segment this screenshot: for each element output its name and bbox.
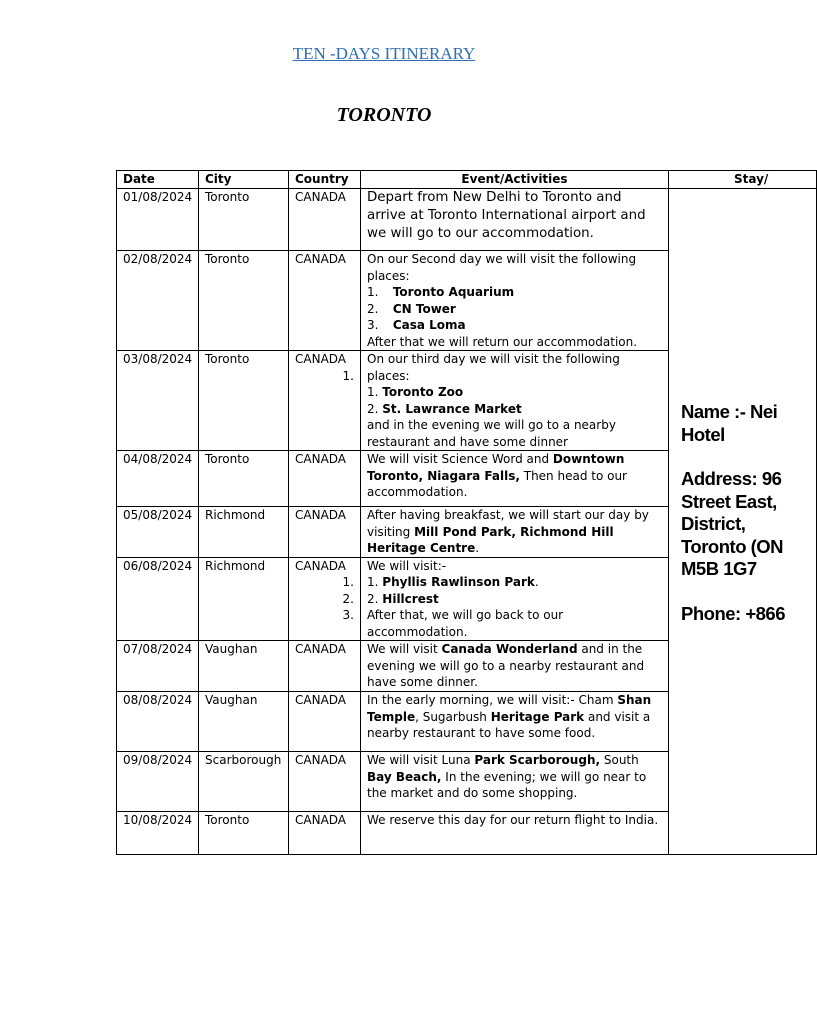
date-cell: 07/08/2024 xyxy=(117,641,199,692)
list-item: 1. Toronto Aquarium xyxy=(367,285,515,299)
event-cell: We will visit Science Word and Downtown Toronto, Niagara Falls, Then head to our accommodation. xyxy=(361,451,669,507)
event-cell xyxy=(361,251,669,351)
hotel-name-line: Name :- Nei xyxy=(681,401,778,422)
list-marker: 2. xyxy=(342,591,354,606)
event-cell xyxy=(361,189,669,251)
event-outro: After that we will return our accommodation. xyxy=(367,334,638,349)
event-text: Depart from New Delhi to Toronto and arrive at Toronto International airport and we will go to our accommodation. xyxy=(367,190,646,241)
column-header-date: Date xyxy=(117,171,199,189)
event-cell: In the early morning, we will visit:- Cham Shan Temple, Sugarbush Heritage Park and visit a nearby restaurant to have some food. xyxy=(361,692,669,752)
list-item: 2. Hillcrest xyxy=(367,591,439,606)
city-cell: Richmond xyxy=(199,557,289,641)
event-text: We reserve this day for our return flight to India. xyxy=(367,813,659,827)
list-item: 1. Toronto Zoo xyxy=(367,385,464,399)
city-cell: Toronto xyxy=(199,251,289,351)
country-cell: CANADA xyxy=(289,451,361,507)
hotel-address-line: M5B 1G7 xyxy=(681,558,757,579)
country-cell: CANADA xyxy=(289,507,361,558)
table-header-row xyxy=(117,171,817,189)
list-item: 2. CN Tower xyxy=(367,301,456,316)
city-cell: Vaughan xyxy=(199,692,289,752)
city-cell: Vaughan xyxy=(199,641,289,692)
date-cell: 04/08/2024 xyxy=(117,451,199,507)
table-row xyxy=(117,189,817,251)
itinerary-table xyxy=(116,170,817,855)
stay-cell xyxy=(669,189,817,855)
document-title: TEN -DAYS ITINERARY xyxy=(292,44,476,63)
date-cell: 06/08/2024 xyxy=(117,557,199,641)
city-cell: Toronto xyxy=(199,812,289,855)
event-cell: We will visit Luna Park Scarborough, South Bay Beach, In the evening; we will go near to the market and do some shopping. xyxy=(361,752,669,812)
event-intro: We will visit:- xyxy=(367,558,447,573)
list-item: 3. Casa Loma xyxy=(367,318,466,332)
city-cell: Scarborough xyxy=(199,752,289,812)
hotel-address-line: District, xyxy=(681,513,746,534)
event-outro: After that, we will go back to our accommodation. xyxy=(367,608,564,639)
hotel-info xyxy=(675,401,810,625)
hotel-name-line: Hotel xyxy=(681,423,725,445)
event-cell xyxy=(361,351,669,451)
event-intro: On our third day we will visit the following places: xyxy=(367,352,620,383)
country-cell: CANADA 1. xyxy=(289,351,361,451)
country-cell: CANADA xyxy=(289,752,361,812)
hotel-address-line: Street East, xyxy=(681,490,777,512)
column-header-event: Event/Activities xyxy=(361,171,669,189)
date-cell: 01/08/2024 xyxy=(117,189,199,251)
date-cell: 08/08/2024 xyxy=(117,692,199,752)
event-cell xyxy=(361,557,669,641)
list-marker: 1. xyxy=(342,575,354,589)
date-cell: 03/08/2024 xyxy=(117,351,199,451)
event-intro: On our Second day we will visit the following places: xyxy=(367,252,637,283)
city-heading: TORONTO xyxy=(336,104,432,126)
hotel-address-line: Address: 96 xyxy=(681,468,782,489)
column-header-country: Country xyxy=(289,171,361,189)
date-cell: 10/08/2024 xyxy=(117,812,199,855)
column-header-city: City xyxy=(199,171,289,189)
country-cell: CANADA xyxy=(289,189,361,251)
country-cell: CANADA xyxy=(289,692,361,752)
country-cell: CANADA xyxy=(289,641,361,692)
list-marker: 1. xyxy=(342,368,354,383)
event-cell: After having breakfast, we will start our day by visiting Mill Pond Park, Richmond Hill Heritage Centre. xyxy=(361,507,669,558)
country-cell: CANADA xyxy=(289,251,361,351)
hotel-phone: Phone: +866 xyxy=(681,602,786,624)
event-cell xyxy=(361,812,669,855)
list-marker: 3. xyxy=(342,608,354,622)
list-item: 1. Phyllis Rawlinson Park. xyxy=(367,575,539,589)
city-cell: Richmond xyxy=(199,507,289,558)
country-cell: CANADA xyxy=(289,812,361,855)
event-outro: and in the evening we will go to a nearby restaurant and have some dinner xyxy=(367,418,616,449)
country-cell: CANADA 1. 2. 3. xyxy=(289,557,361,641)
city-cell: Toronto xyxy=(199,451,289,507)
event-cell: We will visit Canada Wonderland and in the evening we will go to a nearby restaurant and have some dinner. xyxy=(361,641,669,692)
date-cell: 09/08/2024 xyxy=(117,752,199,812)
list-item: 2. St. Lawrance Market xyxy=(367,401,522,416)
hotel-address-line: Toronto (ON xyxy=(681,535,784,557)
date-cell: 05/08/2024 xyxy=(117,507,199,558)
column-header-stay: Stay/ xyxy=(669,171,817,189)
city-cell: Toronto xyxy=(199,189,289,251)
date-cell: 02/08/2024 xyxy=(117,251,199,351)
city-cell: Toronto xyxy=(199,351,289,451)
